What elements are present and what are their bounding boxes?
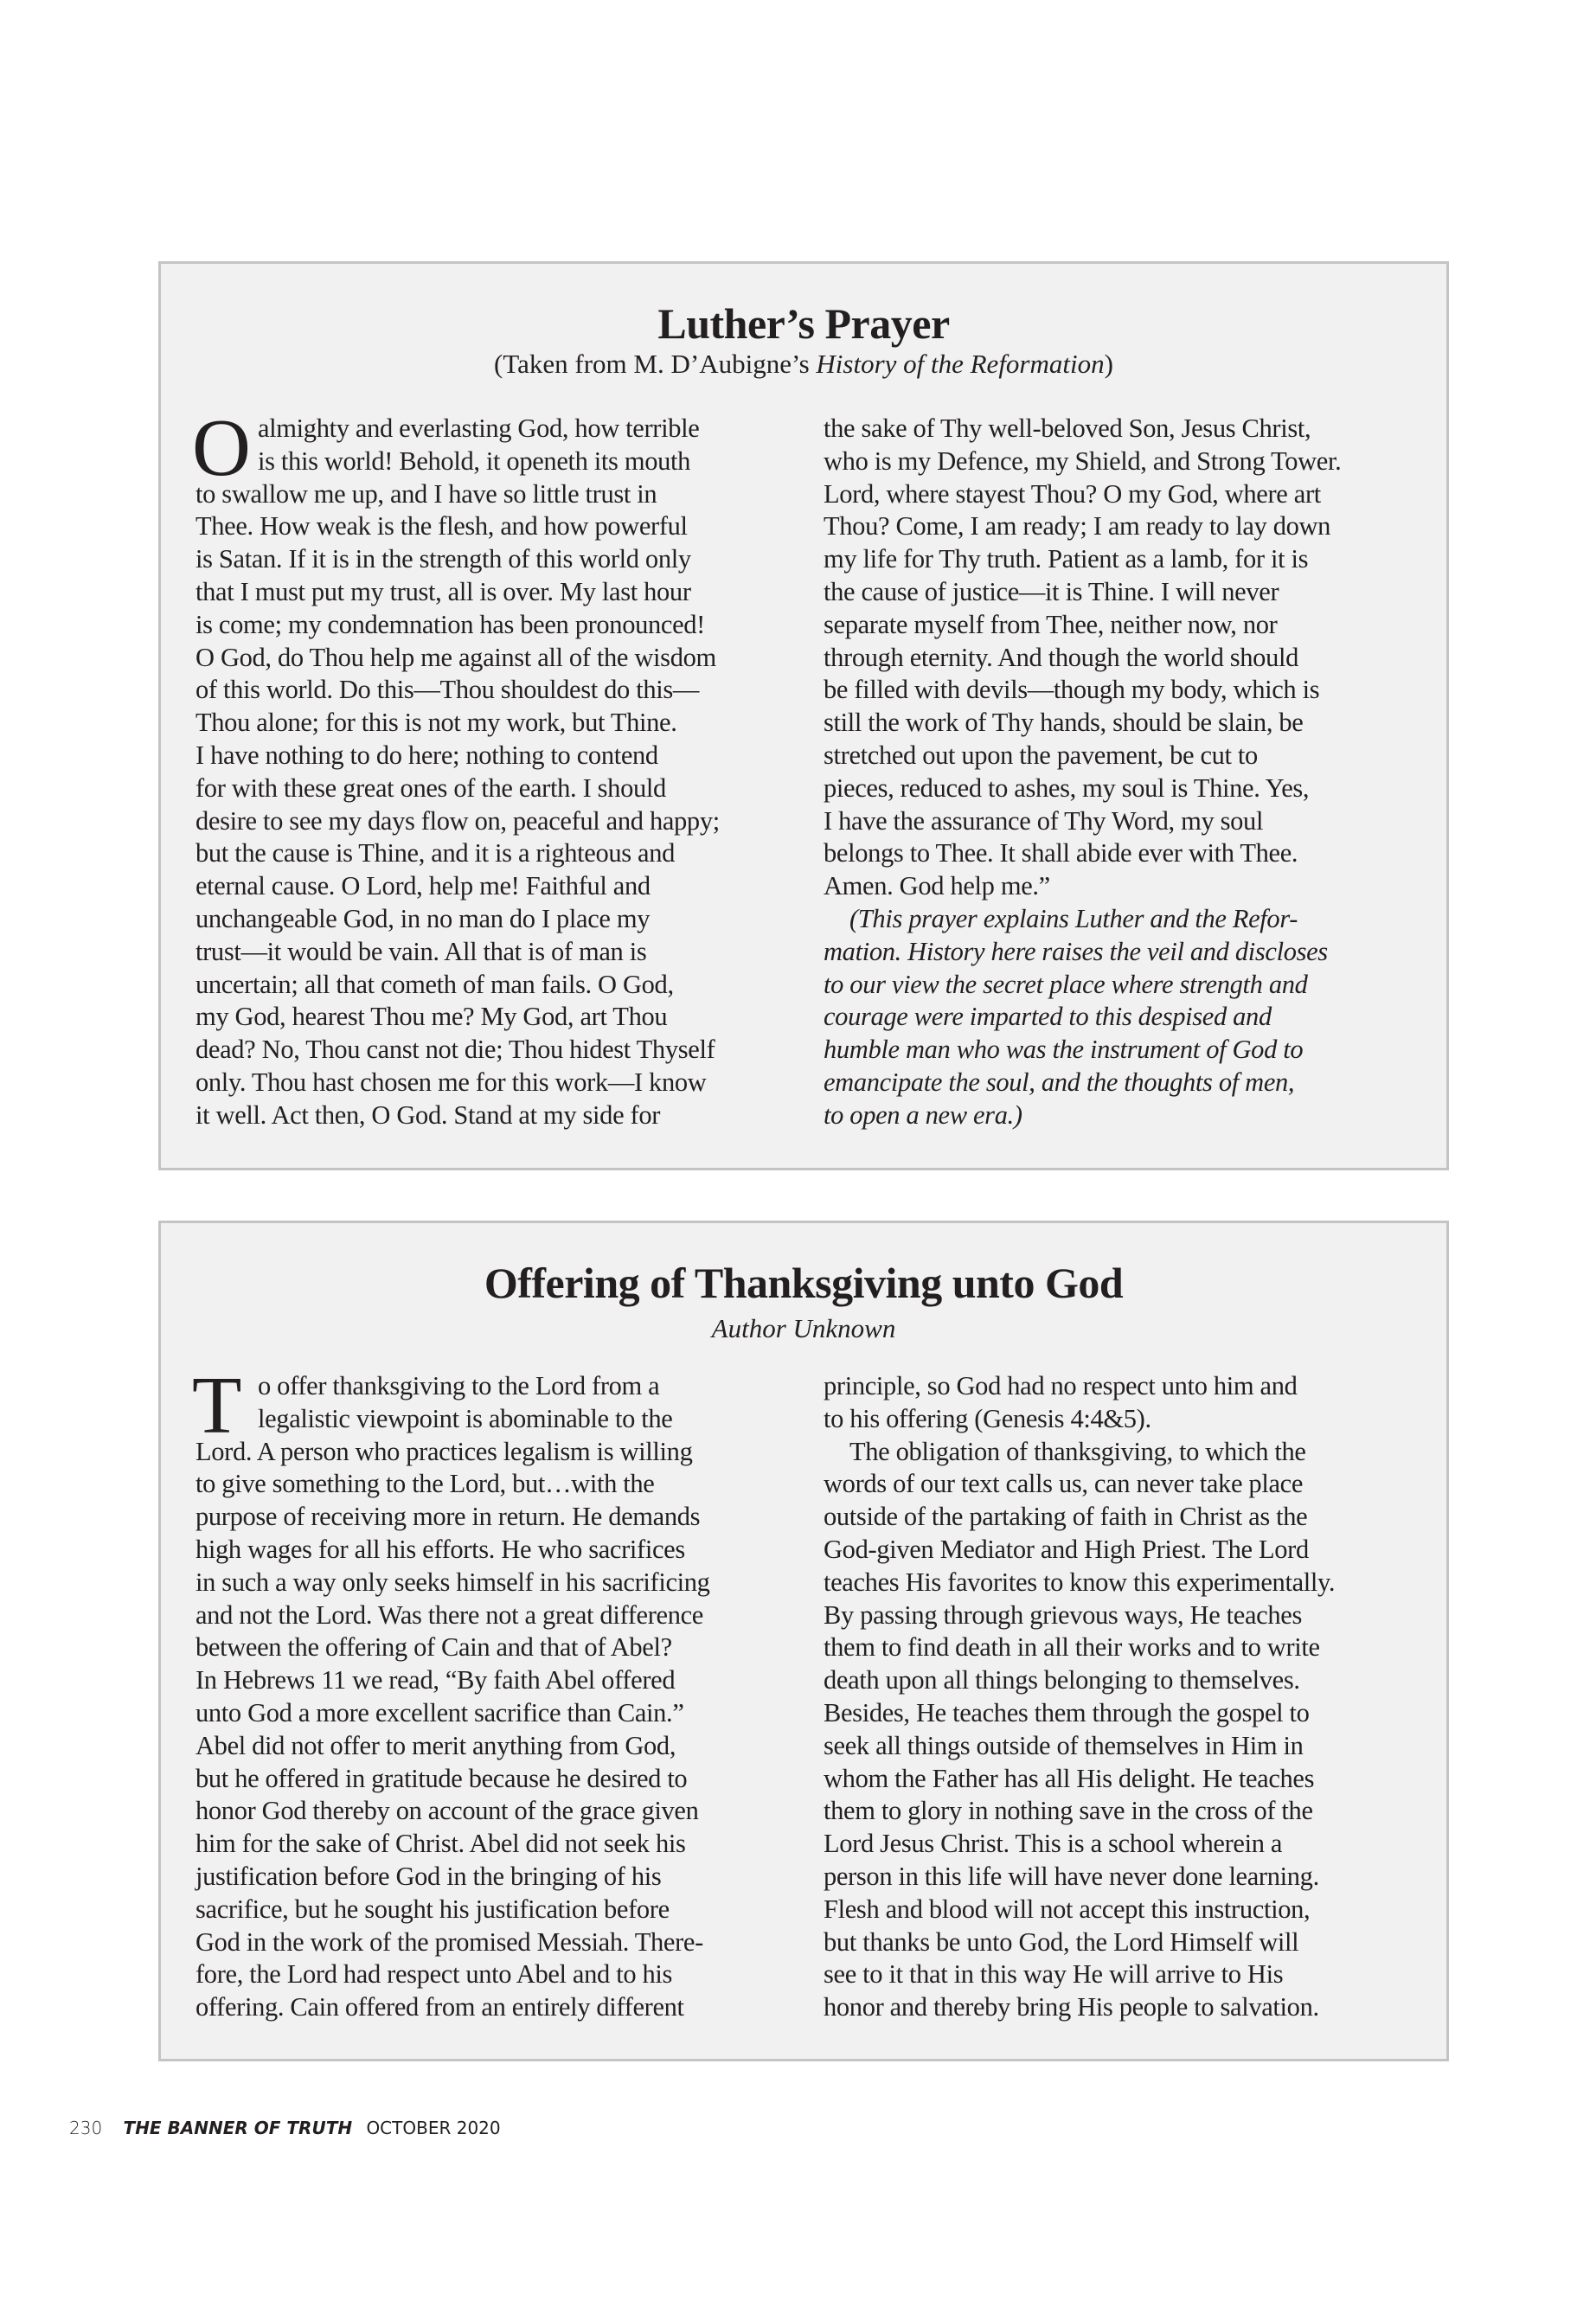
text-line: teaches His favorites to know this experimentally. [824,1567,1336,1597]
text-line: that I must put my trust, all is over. My last hour [195,576,691,606]
article-luthers-prayer [158,261,1449,1170]
text-line: to swallow me up, and I have so little trust in [195,478,657,509]
text-line: God-given Mediator and High Priest. The Lord [824,1534,1309,1564]
magazine-name: THE BANNER OF TRUTH [123,2118,353,2138]
text-line: belongs to Thee. It shall abide ever with Thee. [824,838,1298,868]
text-line: justification before God in the bringing of his [195,1861,662,1891]
text-line: uncertain; all that cometh of man fails. O God, [195,969,674,999]
text-line: to his offering (Genesis 4:4&5). [824,1403,1151,1433]
text-line: Flesh and blood will not accept this instruction, [824,1894,1311,1924]
text-line: almighty and everlasting God, how terrible [258,413,700,443]
text-line: but he offered in gratitude because he desired to [195,1763,688,1793]
text-line: be filled with devils—though my body, which is [824,675,1320,705]
text-line: Lord, where stayest Thou? O my God, where art [824,478,1321,509]
text-line: only. Thou hast chosen me for this work—I know [195,1067,707,1097]
text-line: unchangeable God, in no man do I place my [195,903,651,933]
page-number: 230 [69,2118,103,2138]
text-line: for with these great ones of the earth. I should [195,772,666,803]
text-line: him for the sake of Christ. Abel did not seek his [195,1829,686,1859]
subtitle-text: (Taken from M. D’Aubigne’s [494,349,817,379]
text-line: honor God thereby on account of the grace given [195,1796,699,1826]
left-column [192,1361,801,2024]
text-line: I have nothing to do here; nothing to contend [195,740,658,770]
text-line: is Satan. If it is in the strength of this world only [195,544,691,574]
text-line: between the offering of Cain and that of Abel? [195,1632,672,1663]
text-line: desire to see my days flow on, peaceful and happy; [195,805,720,836]
text-line: unto God a more excellent sacrifice than Cain.” [195,1697,684,1727]
text-line: to give something to the Lord, but…with the [195,1469,655,1499]
text-line: through eternity. And though the world should [824,642,1299,672]
text-line: eternal cause. O Lord, help me! Faithful and [195,871,651,901]
italic-note-line: emancipate the soul, and the thoughts of men, [824,1067,1295,1097]
text-line: separate myself from Thee, neither now, nor [824,609,1278,639]
right-column [824,1370,1429,2024]
drop-cap: O [192,403,251,493]
text-line: of this world. Do this—Thou shouldest do this— [195,675,700,705]
article-offering-of-thanksgiving [158,1221,1449,2061]
text-line: dead? No, Thou canst not die; Thou hidest Thyself [195,1035,715,1065]
text-line: it well. Act then, O God. Stand at my side for [195,1099,661,1130]
text-line: Thou alone; for this is not my work, but Thine. [195,708,677,738]
text-line: Abel did not offer to merit anything from God, [195,1730,676,1760]
text-line: words of our text calls us, can never take place [824,1469,1304,1499]
text-line: outside of the partaking of faith in Christ as the [824,1502,1308,1532]
text-line: Besides, He teaches them through the gospel to [824,1697,1310,1727]
article-title: Luther’s Prayer [657,299,950,348]
text-line: I have the assurance of Thy Word, my soul [824,805,1264,836]
text-line: o offer thanksgiving to the Lord from a [258,1371,660,1400]
text-line: offering. Cain offered from an entirely different [195,1992,684,2022]
text-line: them to glory in nothing save in the cross of the [824,1796,1313,1826]
text-line: but thanks be unto God, the Lord Himself will [824,1926,1299,1957]
italic-note-line: courage were imparted to this despised and [824,1002,1272,1032]
text-line: By passing through grievous ways, He teaches [824,1599,1302,1630]
italic-note-line: humble man who was the instrument of God to [824,1035,1304,1065]
text-line: purpose of receiving more in return. He demands [195,1502,701,1532]
text-line: Lord. A person who practices legalism is willing [195,1436,693,1466]
text-line: is this world! Behold, it openeth its mouth [258,445,691,476]
text-line: principle, so God had no respect unto him and [824,1371,1298,1400]
text-line: pieces, reduced to ashes, my soul is Thine. Yes, [824,772,1310,803]
text-line: but the cause is Thine, and it is a righteous and [195,838,676,868]
text-line: my life for Thy truth. Patient as a lamb, for it is [824,544,1309,574]
text-line: O God, do Thou help me against all of the wisdom [195,642,716,672]
text-line: is come; my condemnation has been pronounced! [195,609,705,639]
text-line: Thou? Come, I am ready; I am ready to lay down [824,511,1331,542]
issue-date: OCTOBER 2020 [366,2118,501,2138]
article-author: Author Unknown [711,1313,896,1343]
text-line: The obligation of thanksgiving, to which the [849,1436,1306,1466]
text-line: stretched out upon the pavement, be cut to [824,740,1258,770]
article-title: Offering of Thanksgiving unto God [484,1259,1124,1307]
text-line: honor and thereby bring His people to salvation. [824,1992,1319,2022]
italic-note-line: (This prayer explains Luther and the Refor- [849,903,1298,933]
text-line: person in this life will have never done learning. [824,1861,1319,1891]
text-line: In Hebrews 11 we read, “By faith Abel offered [195,1665,676,1695]
text-line: the cause of justice—it is Thine. I will never [824,576,1279,606]
text-line: seek all things outside of themselves in Him in [824,1730,1304,1760]
text-line: the sake of Thy well-beloved Son, Jesus Christ, [824,413,1311,443]
text-line: Amen. God help me.” [824,871,1050,901]
subtitle-book-title: History of the Reformation [816,349,1105,379]
text-line: still the work of Thy hands, should be slain, be [824,708,1304,738]
text-line: them to find death in all their works and to write [824,1632,1320,1663]
text-line: in such a way only seeks himself in his sacrificing [195,1567,710,1597]
text-line: my God, hearest Thou me? My God, art Thou [195,1002,668,1032]
text-line: death upon all things belonging to themselves. [824,1665,1300,1695]
text-line: who is my Defence, my Shield, and Strong Tower. [824,445,1342,476]
text-line: God in the work of the promised Messiah. There- [195,1926,703,1957]
text-line: fore, the Lord had respect unto Abel and to his [195,1959,673,1990]
left-column [192,403,801,1132]
text-line: whom the Father has all His delight. He teaches [824,1763,1315,1793]
text-line: Lord Jesus Christ. This is a school wherein a [824,1829,1283,1859]
italic-note-line: to open a new era.) [824,1099,1022,1130]
article-subtitle [161,349,1446,380]
page-footer [69,2118,501,2138]
text-line: legalistic viewpoint is abominable to the [258,1403,673,1433]
subtitle-text: ) [1104,349,1113,379]
drop-cap: T [192,1361,242,1451]
italic-note-line: to our view the secret place where strength and [824,969,1308,999]
text-line: and not the Lord. Was there not a great difference [195,1599,703,1630]
right-column [824,413,1429,1132]
text-line: trust—it would be vain. All that is of man is [195,936,647,966]
text-line: see to it that in this way He will arrive to His [824,1959,1284,1990]
text-line: high wages for all his efforts. He who sacrifices [195,1534,685,1564]
text-line: Thee. How weak is the flesh, and how powerful [195,511,688,542]
text-line: sacrifice, but he sought his justification before [195,1894,670,1924]
italic-note-line: mation. History here raises the veil and discloses [824,936,1328,966]
